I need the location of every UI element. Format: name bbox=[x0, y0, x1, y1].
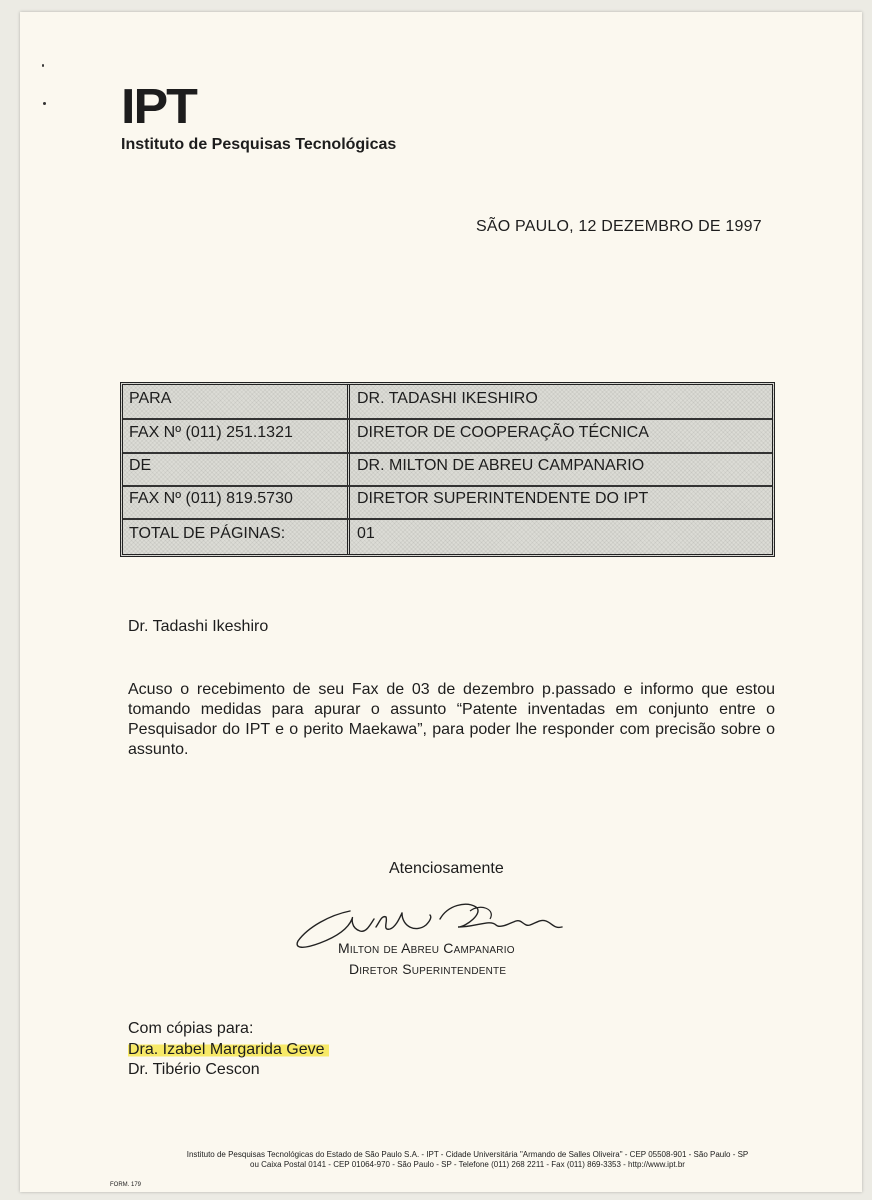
form-code: FORM. 179 bbox=[110, 1182, 142, 1188]
salutation: Dr. Tadashi Ikeshiro bbox=[128, 618, 269, 635]
letterhead-footer bbox=[110, 1150, 825, 1170]
letter-page bbox=[20, 12, 862, 1192]
fax-value-to-title: DIRETOR DE COOPERAÇÃO TÉCNICA bbox=[357, 424, 649, 441]
letter-body: Acuso o recebimento de seu Fax de 03 de dezembro p.passado e informo que estou tomando medidas para apurar o assunto “Patente inventadas em conjunto entre o Pesquisador do IPT e o perito Maekawa”, para poder lhe responder com precisão sobre o assunto. bbox=[128, 681, 775, 758]
organization-name: Instituto de Pesquisas Tecnológicas bbox=[121, 136, 397, 153]
footer-contact-line: ou Caixa Postal 0141 - CEP 01064-970 - São Paulo - SP - Telefone (011) 268 2211 - Fax (011) 869-3353 - http://www.ipt.br bbox=[250, 1160, 685, 1169]
fax-row bbox=[123, 385, 772, 420]
fax-header-table bbox=[120, 382, 775, 557]
fax-value-total-pages: 01 bbox=[357, 525, 375, 542]
fax-label-from: DE bbox=[129, 457, 152, 474]
paper-speck bbox=[43, 102, 46, 105]
copies-heading: Com cópias para: bbox=[128, 1020, 254, 1037]
copy-recipient bbox=[128, 1060, 329, 1080]
fax-value-from-title: DIRETOR SUPERINTENDENTE DO IPT bbox=[357, 490, 649, 507]
copy-recipient-name: Dr. Tibério Cescon bbox=[128, 1061, 260, 1078]
copy-recipient bbox=[128, 1040, 329, 1060]
fax-row bbox=[123, 520, 772, 553]
signer-name: Milton de Abreu Campanario bbox=[338, 940, 515, 956]
fax-row bbox=[123, 419, 772, 454]
fax-label-total-pages: TOTAL DE PÁGINAS: bbox=[129, 525, 286, 542]
copies-list bbox=[128, 1040, 329, 1080]
fax-row bbox=[123, 452, 772, 487]
closing: Atenciosamente bbox=[389, 860, 504, 877]
footer-address-line: Instituto de Pesquisas Tecnológicas do Estado de São Paulo S.A. - IPT - Cidade Universitária "Armando de Salles Oliveira" - CEP 05508-901 - São Paulo - SP bbox=[186, 1150, 749, 1159]
fax-label-to: PARA bbox=[129, 390, 172, 407]
copy-recipient-name: Dra. Izabel Margarida Geve bbox=[128, 1041, 329, 1058]
fax-row bbox=[123, 485, 772, 520]
ipt-logo: IPT bbox=[121, 79, 196, 135]
date-line: SÃO PAULO, 12 DEZEMBRO DE 1997 bbox=[476, 218, 762, 235]
fax-label-from-number: FAX Nº (011) 819.5730 bbox=[129, 490, 293, 507]
fax-value-from: DR. MILTON DE ABREU CAMPANARIO bbox=[357, 457, 645, 474]
fax-label-to-number: FAX Nº (011) 251.1321 bbox=[129, 424, 293, 441]
handwritten-signature bbox=[290, 897, 590, 967]
signer-title: Diretor Superintendente bbox=[349, 961, 507, 977]
paper-speck bbox=[42, 64, 44, 67]
fax-value-to: DR. TADASHI IKESHIRO bbox=[357, 390, 538, 407]
